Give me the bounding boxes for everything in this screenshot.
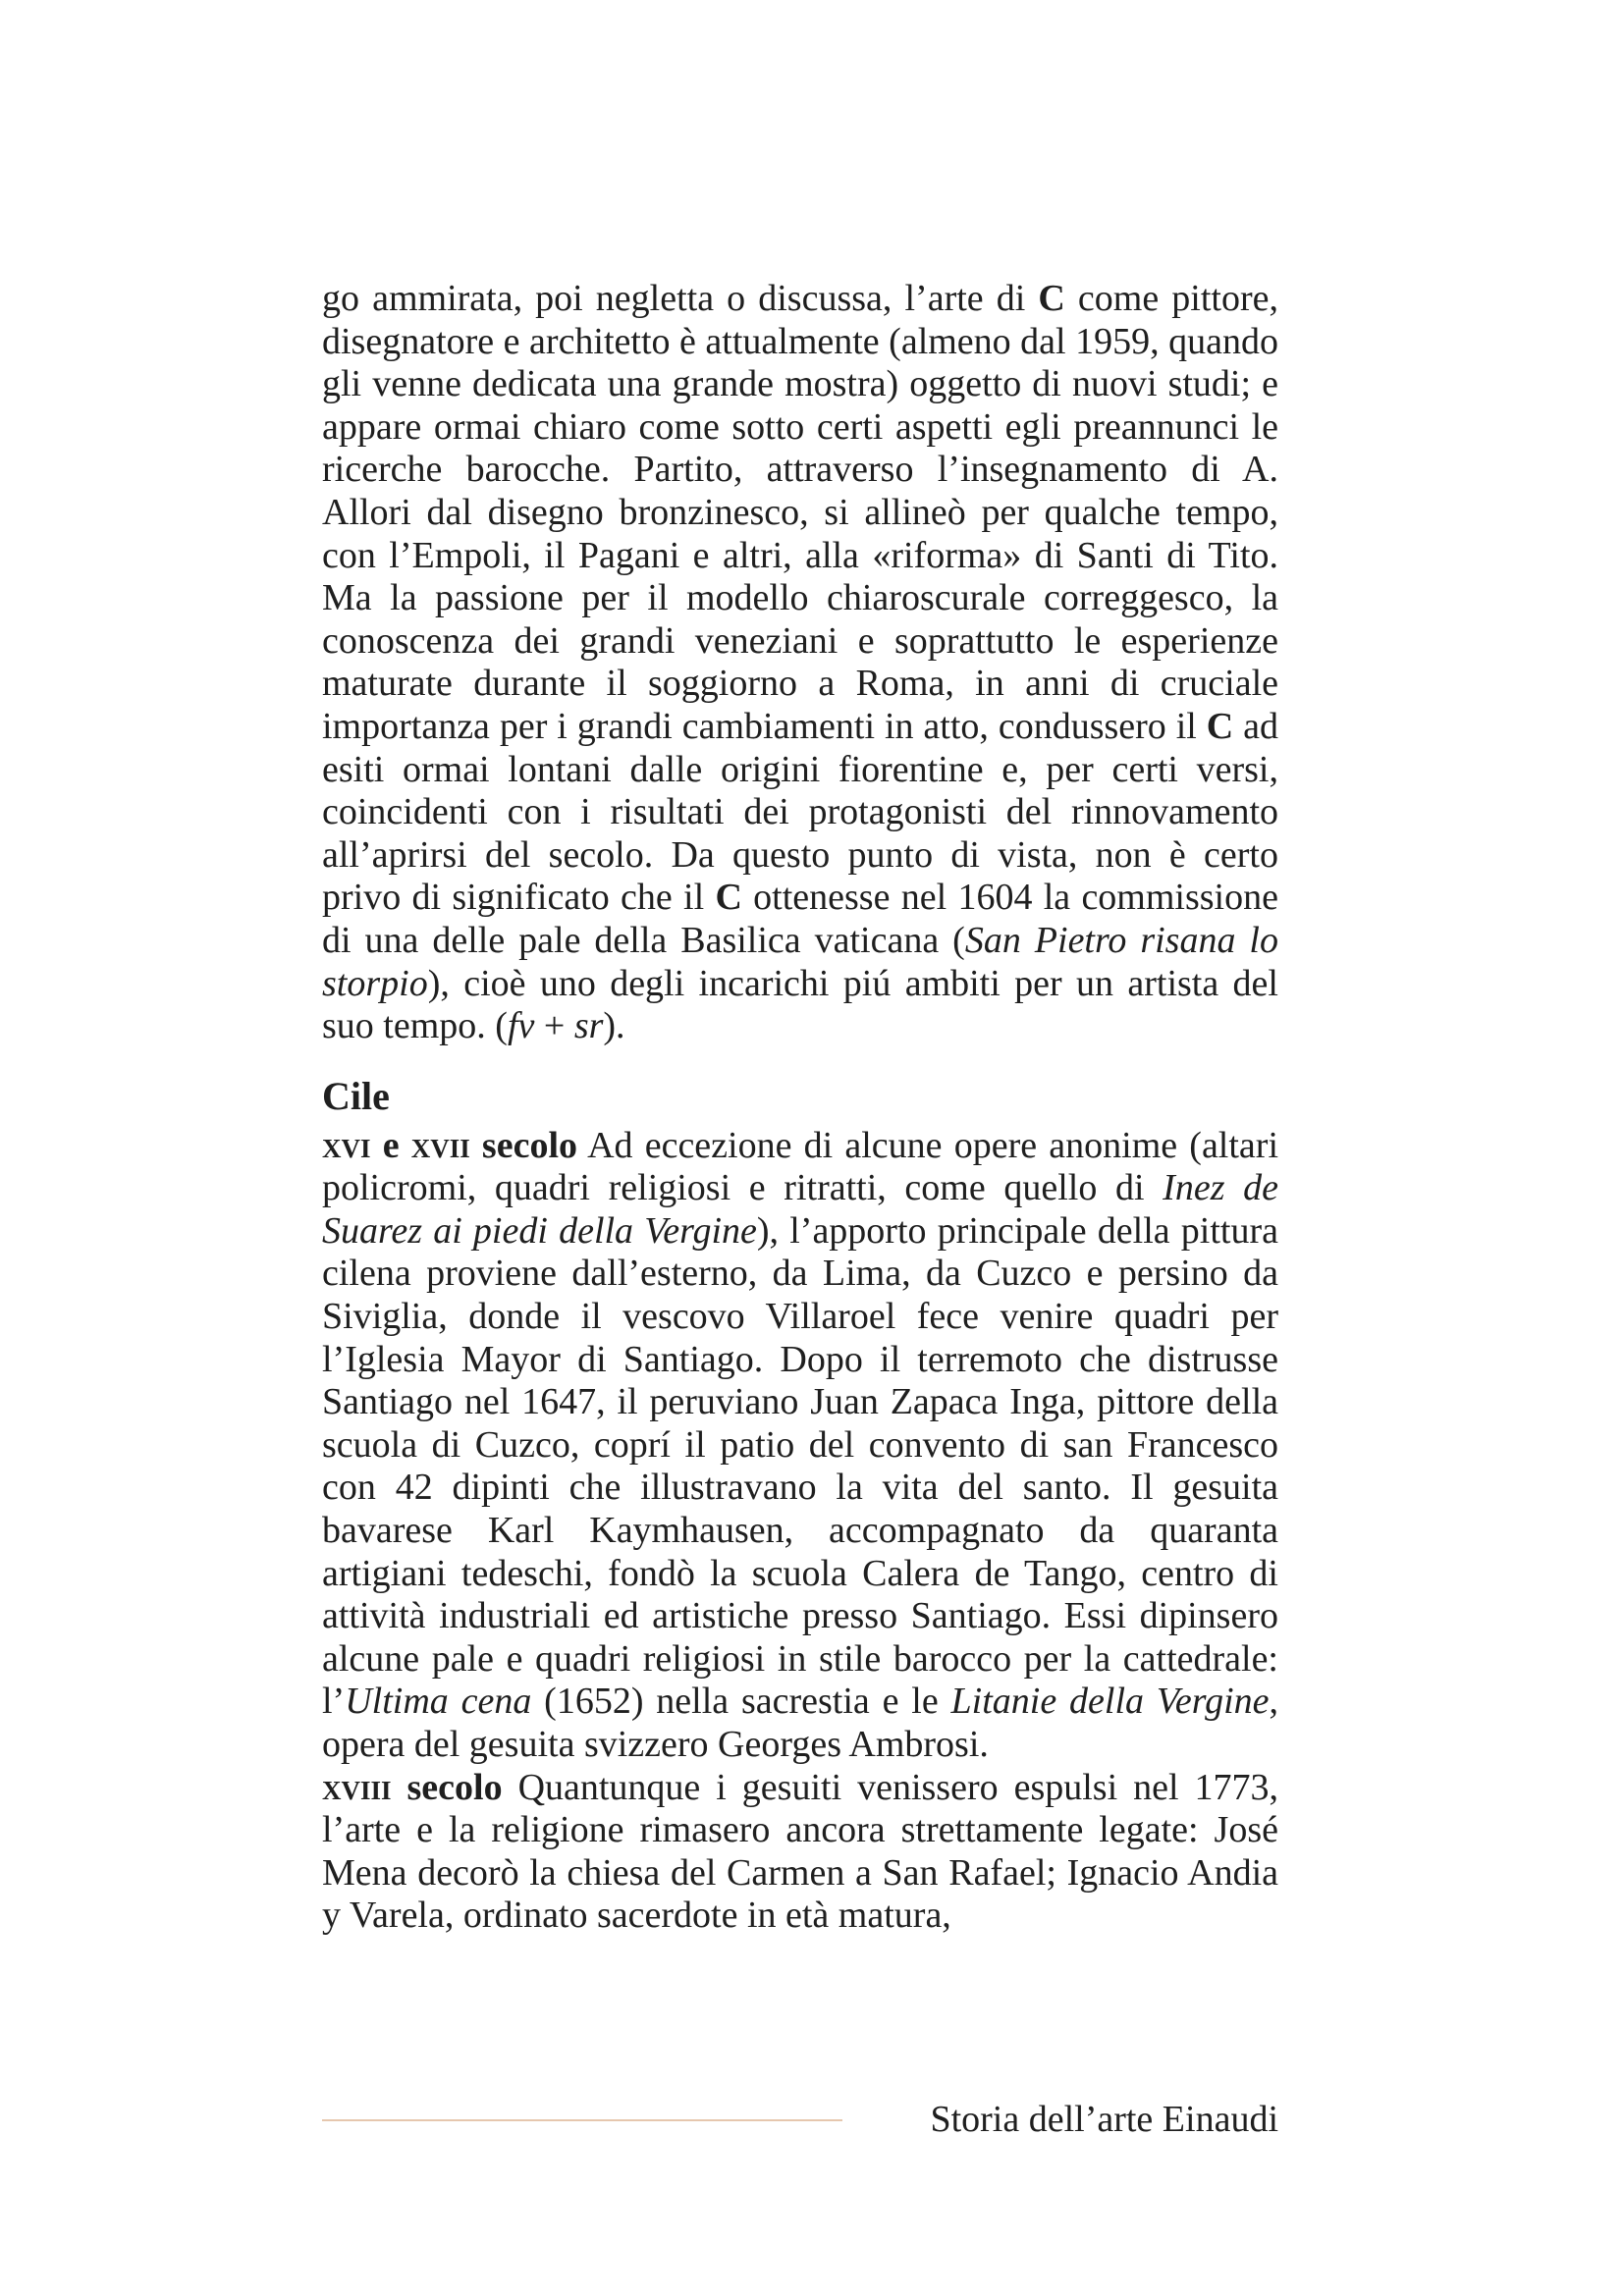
text-run: , opera del gesuita svizzero Georges Ambrosi. xyxy=(322,1681,1278,1765)
paragraph-18th-century xyxy=(322,1767,1278,1938)
century-label: secolo xyxy=(469,1124,578,1166)
author-initials: sr xyxy=(573,1005,604,1047)
author-initials: fv xyxy=(507,1005,535,1047)
century-label: secolo xyxy=(391,1766,503,1808)
century-label: e xyxy=(370,1124,411,1166)
footer-title: Storia dell’arte Einaudi xyxy=(930,2099,1278,2140)
paragraph-16th-17th-century xyxy=(322,1125,1278,1767)
artist-initial: C xyxy=(715,877,742,919)
page-body xyxy=(322,278,1278,1938)
text-run: ), l’apporto principale della pittura cilena proviene dall’esterno, da Lima, da Cuzco e persino da Siviglia, donde il vescovo Villaroel fece venire quadri per l’Iglesia Mayor di Santiago. Dopo il terremoto che distrusse Santiago nel 1647, il peruviano Juan Zapaca Inga, pittore della scuola di Cuzco, coprí il patio del convento di san Francesco con 42 dipinti che illustravano la vita del santo. Il gesuita bavarese Karl Kaymhausen, accompagnato da quaranta artigiani tedeschi, fondò la scuola Calera de Tango, centro di attività industriali ed artistiche presso Santiago. Essi dipinsero alcune pale e quadri religiosi in stile barocco per la cattedrale: l’ xyxy=(322,1209,1278,1723)
text-run: come pittore, disegnatore e architetto è attualmente (almeno dal 1959, quando gli venne dedicata una grande mostra) oggetto di nuovi studi; e appare ormai chiaro come sotto certi aspetti egli preannunci le ricerche barocche. Partito, attraverso l’insegnamento di A. Allori dal disegno bronzinesco, si allineò per qualche tempo, con l’Empoli, il Pagani e altri, alla «riforma» di Santi di Tito. Ma la passione per il modello chiaroscurale correggesco, la conoscenza dei grandi veneziani e soprattutto le esperienze maturate durante il soggiorno a Roma, in anni di cruciale importanza per i grandi cambiamenti in atto, condussero il xyxy=(322,278,1279,747)
artist-initial: C xyxy=(1206,705,1234,747)
text-run: Ad eccezione di alcune opere anonime (altari policromi, quadri religiosi e ritratti, come quello di xyxy=(322,1124,1279,1209)
page-footer xyxy=(322,2096,1278,2145)
text-run: Quantunque i gesuiti venissero espulsi nel 1773, l’arte e la religione rimasero ancora strettamente legate: José Mena decorò la chiesa del Carmen a San Rafael; Ignacio Andia y Varela, ordinato sacerdote in età matura, xyxy=(322,1766,1279,1937)
entry-heading: Cile xyxy=(322,1073,390,1118)
artwork-title: Inez de Suarez ai piedi della Vergine xyxy=(322,1167,1278,1252)
century-label: xvii xyxy=(410,1124,470,1166)
paragraph-intro xyxy=(322,278,1278,1048)
text-run: (1652) nella sacrestia e le xyxy=(531,1681,951,1723)
artwork-title: Litanie della Vergine xyxy=(950,1681,1270,1723)
text-run: ), cioè uno degli incarichi piú ambiti per un artista del suo tempo. ( xyxy=(322,962,1278,1047)
artwork-title: San Pietro risana lo storpio xyxy=(322,919,1278,1004)
text-run: + xyxy=(534,1005,574,1047)
footer-divider xyxy=(322,2119,842,2121)
artwork-title: Ultima cena xyxy=(345,1681,532,1723)
century-label: xviii xyxy=(322,1766,392,1808)
text-run: go ammirata, poi negletta o discussa, l’arte di xyxy=(322,278,1039,319)
century-label: xvi xyxy=(322,1124,371,1166)
text-run: ad esiti ormai lontani dalle origini fiorentine e, per certi versi, coincidenti con i risultati dei protagonisti del rinnovamento all’aprirsi del secolo. Da questo punto di vista, non è certo privo di significato che il xyxy=(322,705,1278,919)
artist-initial: C xyxy=(1038,278,1065,319)
text-run: ottenesse nel 1604 la commissione di una delle pale della Basilica vaticana ( xyxy=(322,877,1278,961)
text-run: ). xyxy=(603,1005,625,1047)
